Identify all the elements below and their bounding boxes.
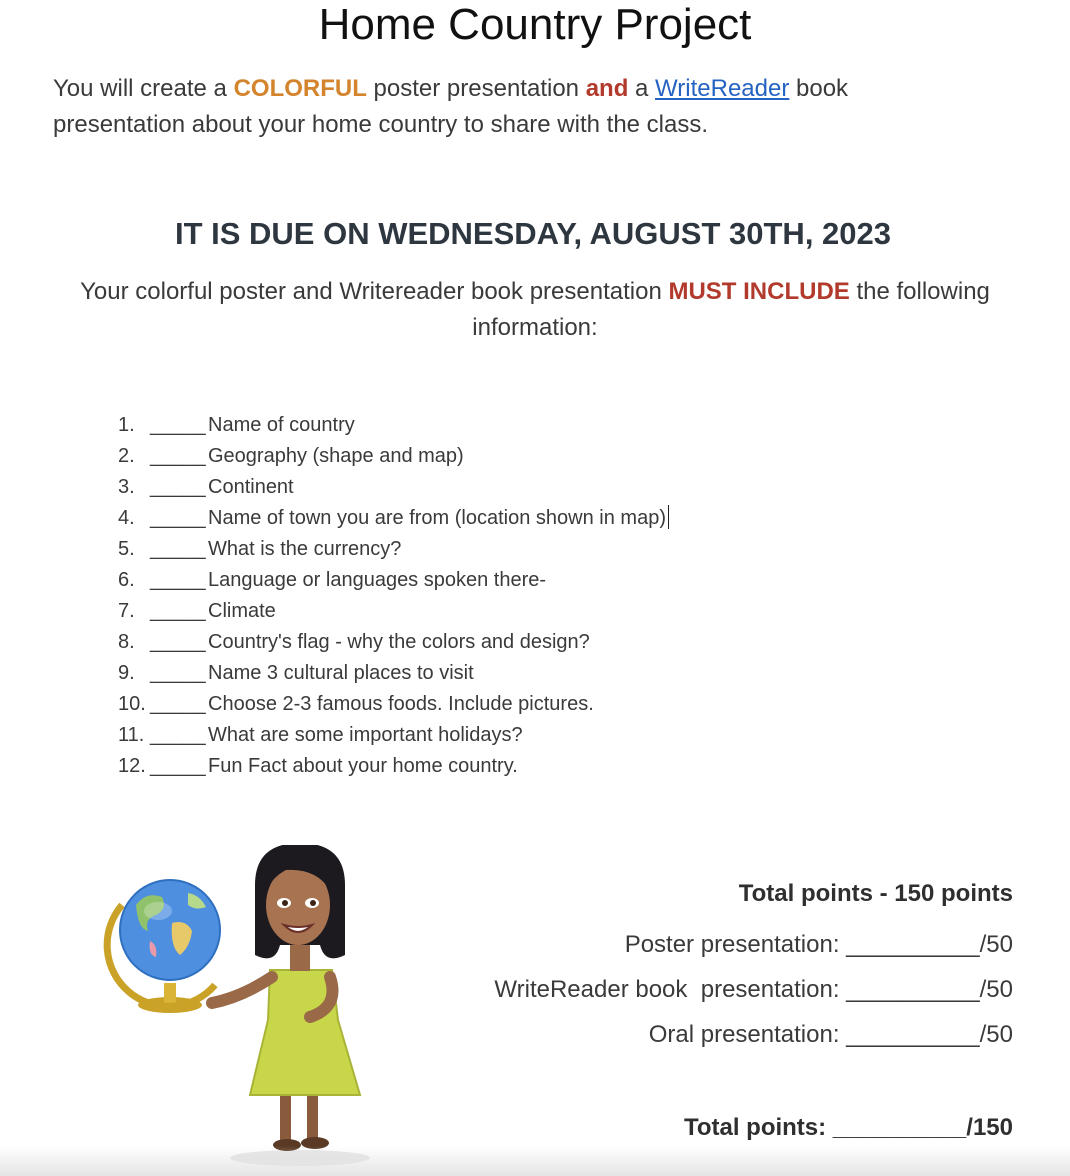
- checklist-item: [118, 751, 669, 782]
- checklist-item: [118, 534, 669, 565]
- item-number: 2.: [118, 445, 135, 467]
- item-number: 12.: [118, 755, 146, 777]
- poster-score-line: Poster presentation: __________/50: [624, 931, 1013, 958]
- intro-text: a: [628, 75, 656, 102]
- item-number: 7.: [118, 600, 135, 622]
- requirements-intro: [40, 274, 1030, 346]
- checklist-item: [118, 720, 669, 751]
- item-number: 10.: [118, 693, 146, 715]
- item-text: Name of country: [208, 414, 355, 436]
- check-blank: _____: [150, 631, 206, 653]
- checklist-item: [118, 441, 669, 472]
- checklist-item: [118, 689, 669, 720]
- intro-text: book presentation about your home country to share with the class.: [53, 75, 849, 138]
- check-blank: _____: [150, 414, 206, 436]
- item-number: 9.: [118, 662, 135, 684]
- intro-text: You will create a: [53, 75, 234, 102]
- check-blank: _____: [150, 724, 206, 746]
- must-include-emphasis: MUST INCLUDE: [668, 278, 850, 305]
- check-blank: _____: [150, 600, 206, 622]
- checklist-item: [118, 410, 669, 441]
- due-date-heading: IT IS DUE ON WEDNESDAY, AUGUST 30TH, 2023: [174, 216, 892, 251]
- check-blank: _____: [150, 507, 206, 529]
- girl-with-globe-illustration: [100, 845, 370, 1170]
- checklist-item: [118, 596, 669, 627]
- intro-text: poster presentation: [366, 75, 586, 102]
- page-title: Home Country Project: [318, 0, 752, 49]
- writereader-link[interactable]: WriteReader: [655, 75, 790, 102]
- item-number: 6.: [118, 569, 135, 591]
- item-text: Choose 2-3 famous foods. Include pictures.: [208, 693, 594, 715]
- item-text: Geography (shape and map): [208, 445, 464, 467]
- check-blank: _____: [150, 538, 206, 560]
- requirements-text: Your colorful poster and Writereader book presentation: [80, 278, 669, 305]
- item-number: 3.: [118, 476, 135, 498]
- item-number: 8.: [118, 631, 135, 653]
- check-blank: _____: [150, 755, 206, 777]
- requirements-text: the following information:: [472, 278, 990, 341]
- item-text: What is the currency?: [208, 538, 402, 560]
- page-bottom-shadow: [0, 1146, 1070, 1176]
- and-emphasis: and: [585, 75, 629, 102]
- item-text: Country's flag - why the colors and design?: [208, 631, 590, 653]
- check-blank: _____: [150, 445, 206, 467]
- item-text: Continent: [208, 476, 294, 498]
- total-points-heading: Total points - 150 points: [738, 880, 1013, 907]
- item-number: 1.: [118, 414, 135, 436]
- checklist-item: [118, 503, 669, 534]
- checklist-item: [118, 472, 669, 503]
- checklist-item: [118, 565, 669, 596]
- item-text: Fun Fact about your home country.: [208, 755, 518, 777]
- check-blank: _____: [150, 476, 206, 498]
- item-text: Climate: [208, 600, 276, 622]
- check-blank: _____: [150, 662, 206, 684]
- item-text: What are some important holidays?: [208, 724, 523, 746]
- checklist-item: [118, 627, 669, 658]
- item-text: Name 3 cultural places to visit: [208, 662, 474, 684]
- item-text: Language or languages spoken there-: [208, 569, 547, 591]
- checklist-item: [118, 658, 669, 689]
- total-score-line: Total points: __________/150: [683, 1114, 1013, 1141]
- item-number: 5.: [118, 538, 135, 560]
- colorful-emphasis: COLORFUL: [233, 75, 367, 102]
- item-number: 11.: [118, 724, 145, 746]
- oral-score-line: Oral presentation: __________/50: [648, 1021, 1013, 1048]
- requirements-checklist: [118, 410, 669, 782]
- check-blank: _____: [150, 569, 206, 591]
- intro-paragraph: [53, 71, 953, 143]
- writereader-score-line: WriteReader book presentation: __________/50: [494, 976, 1013, 1003]
- item-text: Name of town you are from (location shown in map): [208, 507, 666, 529]
- check-blank: _____: [150, 693, 206, 715]
- item-number: 4.: [118, 507, 135, 529]
- text-cursor: [668, 505, 669, 529]
